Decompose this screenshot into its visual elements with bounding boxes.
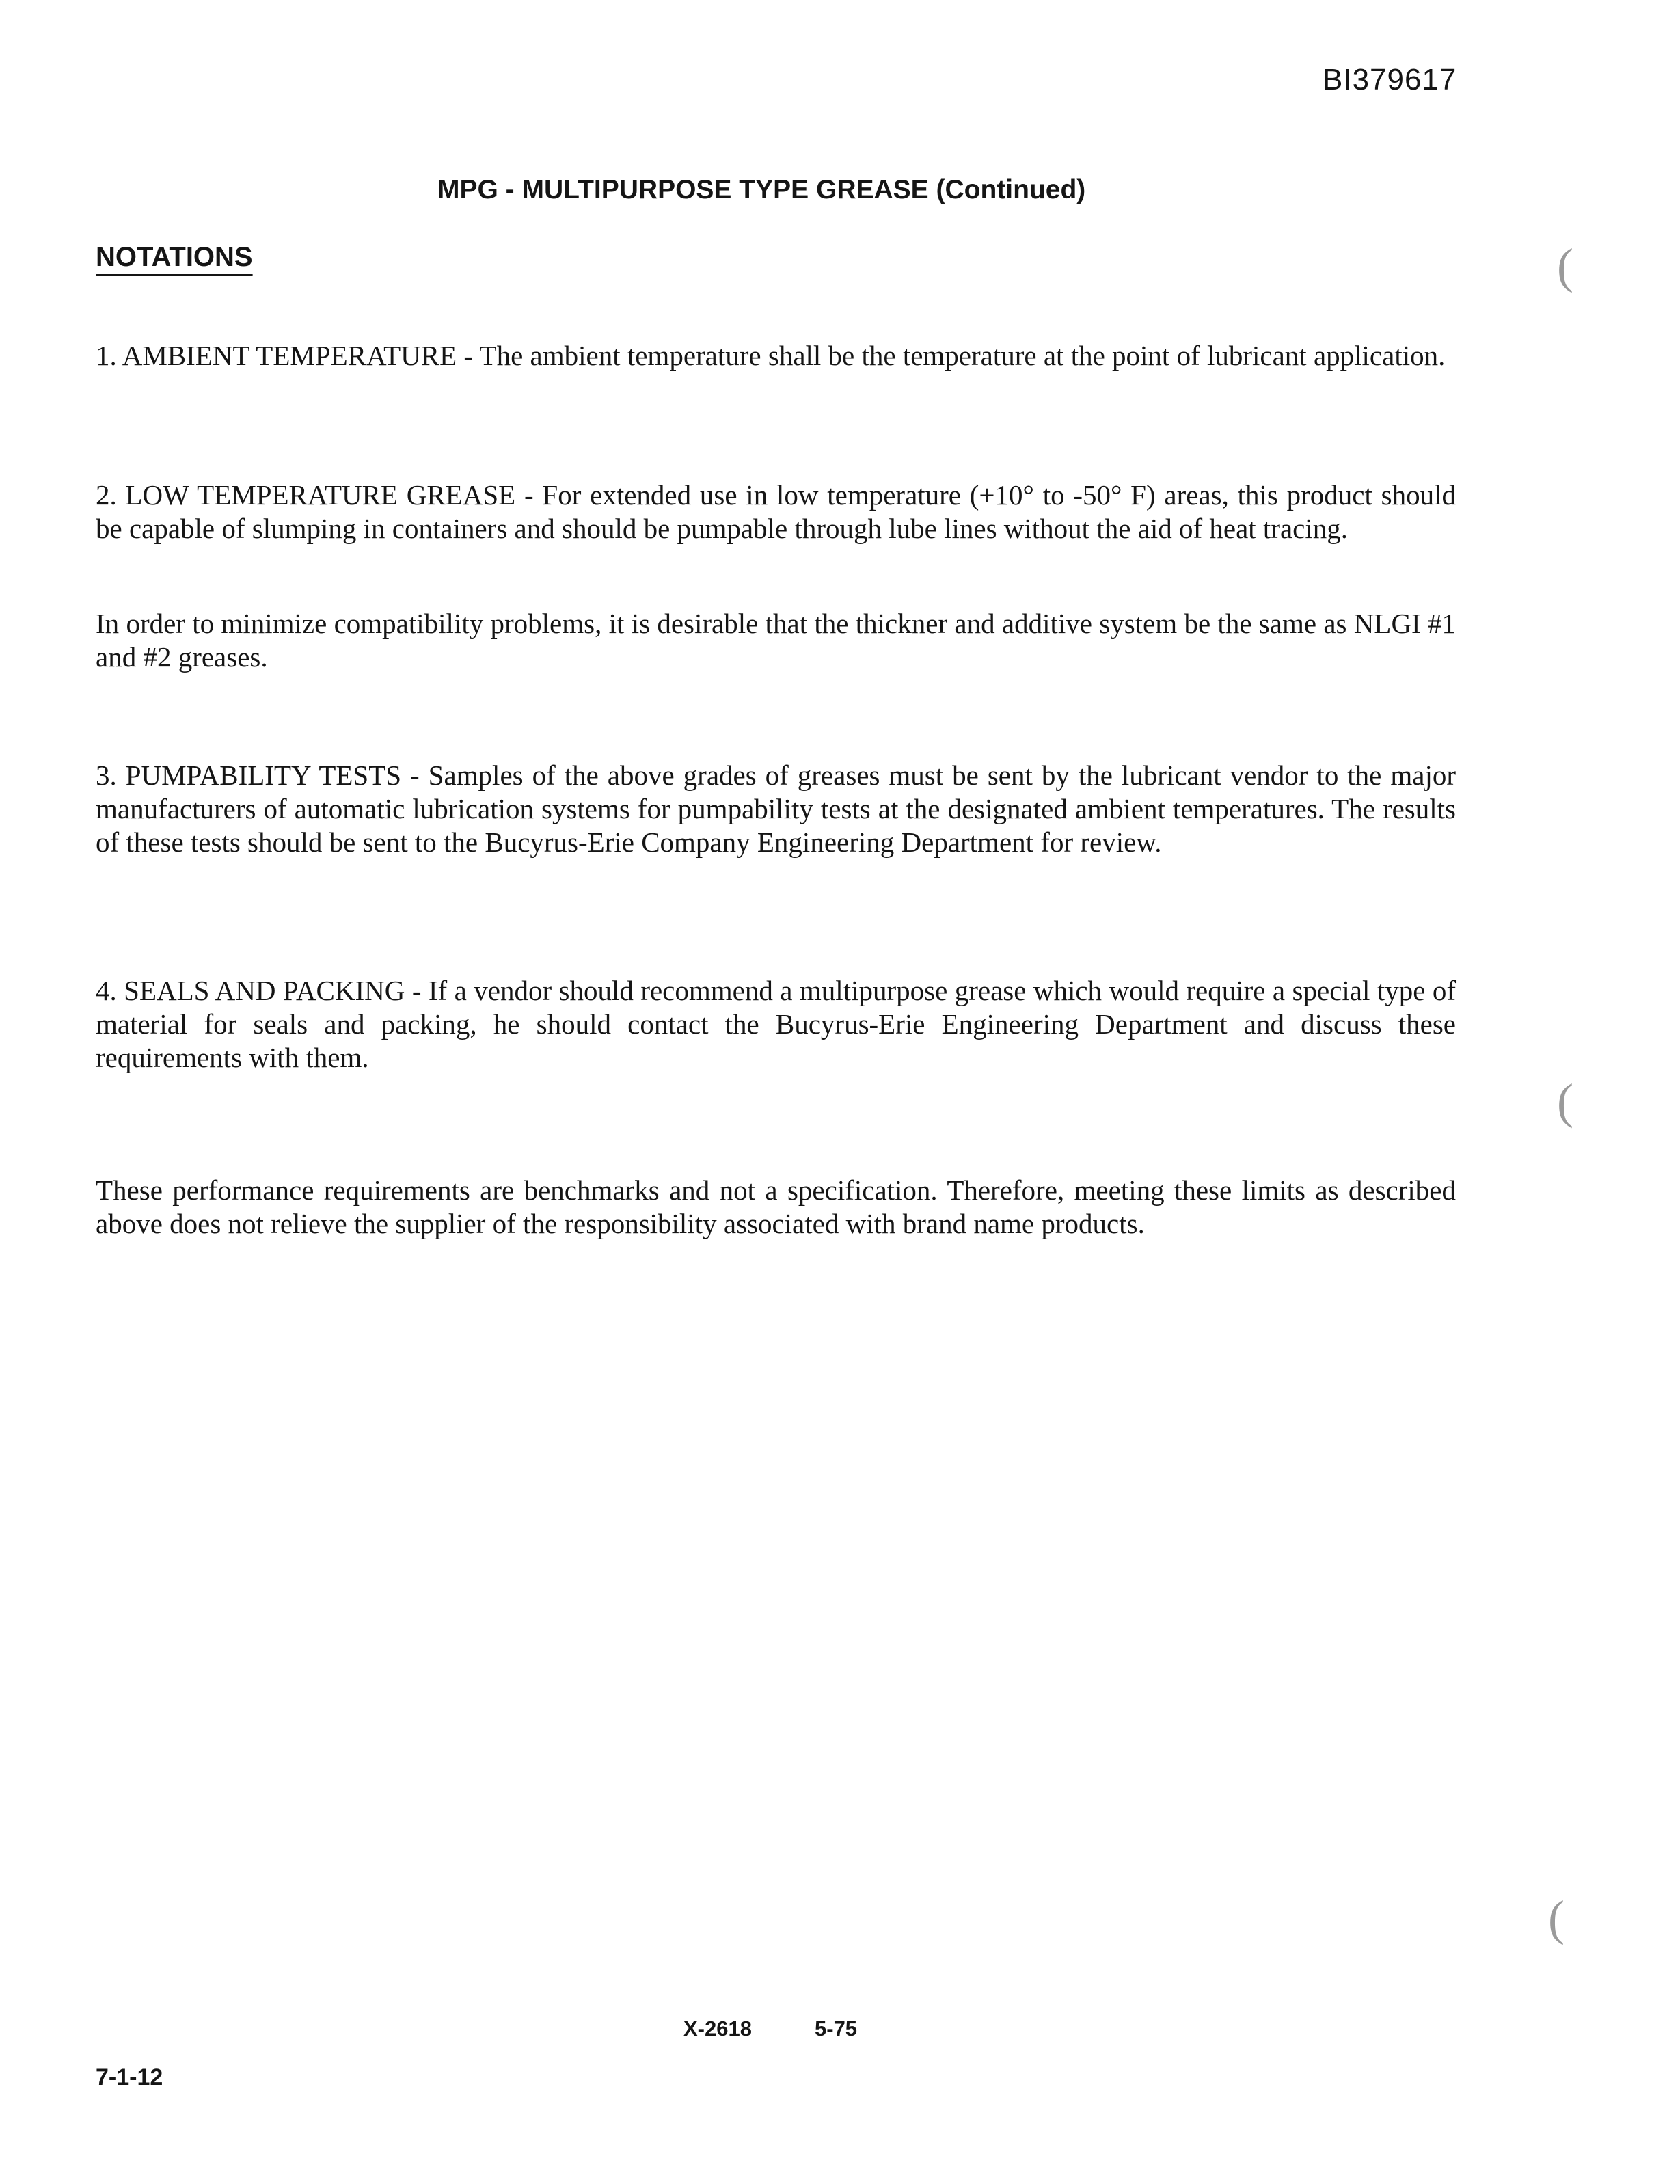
- footer-form-number: X-2618: [683, 2017, 752, 2040]
- page-number: 7-1-12: [96, 2064, 163, 2090]
- notation-compatibility-note: In order to minimize compatibility problems, it is desirable that the thickner and additive system be the same as NLGI #1 and #2 greases.: [96, 608, 1456, 673]
- footer-date-code: 5-75: [815, 2017, 858, 2040]
- disclaimer-paragraph: These performance requirements are benchmarks and not a specification. Therefore, meeting these limits as described above does not relieve the supplier of the responsibility associated with brand name products.: [96, 1174, 1456, 1239]
- binder-hole-mark-icon: (: [1548, 1891, 1564, 1945]
- notation-ambient-temperature: 1. AMBIENT TEMPERATURE - The ambient temperature shall be the temperature at the point of lubricant application.: [96, 340, 1446, 371]
- page-title: MPG - MULTIPURPOSE TYPE GREASE (Continued): [437, 175, 1086, 204]
- notation-pumpability-tests: 3. PUMPABILITY TESTS - Samples of the above grades of greases must be sent by the lubricant vendor to the major manufacturers of automatic lubrication systems for pumpability tests at the designated ambient temperatures. The results of these tests should be sent to the Bucyrus-Erie Company Engineering Department for review.: [96, 759, 1456, 858]
- binder-hole-mark-icon: (: [1557, 239, 1573, 293]
- notation-low-temperature-grease: 2. LOW TEMPERATURE GREASE - For extended use in low temperature (+10° to -50° F) areas, this product should be capable of slumping in containers and should be pumpable through lube lines without the aid of heat tracing.: [96, 479, 1456, 544]
- binder-hole-mark-icon: (: [1557, 1074, 1573, 1129]
- notation-seals-and-packing: 4. SEALS AND PACKING - If a vendor should recommend a multipurpose grease which would require a special type of material for seals and packing, he should contact the Bucyrus-Erie Engineering Department and discuss these requirements with them.: [96, 975, 1456, 1073]
- section-heading-notations: NOTATIONS: [96, 242, 253, 272]
- document-id: BI379617: [1323, 63, 1457, 96]
